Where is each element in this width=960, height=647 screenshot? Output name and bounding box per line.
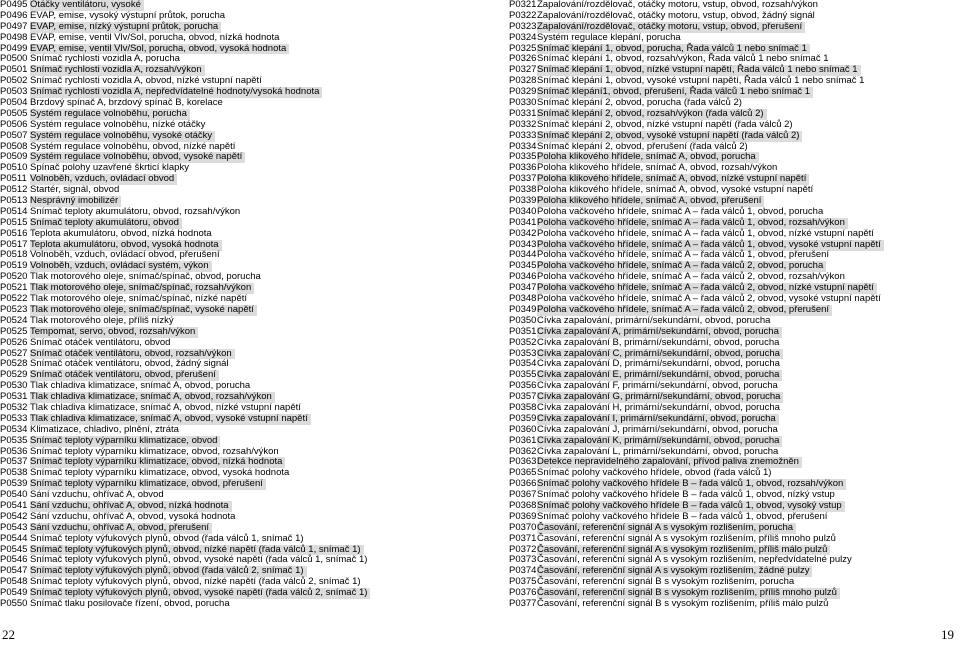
fault-code: P0528 (0, 358, 28, 370)
fault-code: P0531 (0, 391, 28, 403)
fault-description: Snímač teploty akumulátoru, obvod, rozsah/výkon (30, 205, 241, 217)
fault-description: Tlak chladiva klimatizace, snímač A, obvod, rozsah/výkon (30, 392, 275, 403)
fault-description: Cívka zapalování H, primární/sekundární, obvod, porucha (537, 401, 780, 413)
fault-code: P0523 (0, 303, 28, 315)
fault-code: P0332 (509, 118, 537, 130)
fault-description: Poloha vačkového hřídele, snímač A – řada válců 1, obvod, nízké vstupní napětí (537, 227, 874, 239)
fault-code: P0328 (509, 75, 537, 87)
fault-description: Snímač polohy vačkového hřídele, obvod (řada válců 1) (537, 467, 772, 479)
fault-code: P0538 (0, 467, 28, 479)
fault-description: Časování, referenční signál B s vysokým rozlišením, příliš málo pulzů (537, 597, 829, 609)
fault-description: Snímač teploty výparníku klimatizace, obvod, nízká hodnota (30, 457, 285, 468)
fault-code: P0339 (509, 195, 537, 207)
fault-code: P0344 (509, 249, 537, 261)
fault-code: P0349 (509, 303, 537, 315)
fault-code: P0520 (0, 271, 28, 283)
fault-code: P0537 (0, 456, 28, 468)
fault-code: P0507 (0, 129, 28, 141)
fault-description: Volnoběh, vzduch, ovládací obvod (30, 174, 177, 185)
fault-description: Časování, referenční signál A s vysokým rozlišením, porucha (537, 523, 796, 534)
fault-code: P0343 (509, 238, 537, 250)
fault-code: P0522 (0, 293, 28, 305)
code-row (0, 534, 470, 545)
fault-description: Teplota akumulátoru, obvod, nízká hodnota (30, 227, 212, 239)
fault-description: Snímač teploty výparníku klimatizace, obvod (30, 436, 220, 447)
fault-code: P0360 (509, 423, 537, 435)
fault-code: P0376 (509, 587, 537, 599)
code-row (478, 131, 948, 142)
fault-description: Snímač polohy vačkového hřídele B – řada válců 1, obvod, přerušení (537, 510, 828, 522)
fault-description: Poloha vačkového hřídele, snímač A – řada válců 1, obvod, rozsah/výkon (537, 218, 848, 229)
fault-code: P0543 (0, 521, 28, 533)
fault-code: P0377 (509, 597, 537, 609)
fault-code: P0546 (0, 554, 28, 566)
fault-code: P0519 (0, 260, 28, 272)
fault-description: Tlak chladiva klimatizace, snímač A, obvod, nízké vstupní napětí (30, 401, 301, 413)
fault-description: Klimatizace, chladivo, plnění, ztráta (30, 423, 179, 435)
fault-description: Teplota akumulátoru, obvod, vysoká hodnota (30, 240, 222, 251)
fault-code: P0363 (509, 456, 537, 468)
code-row (0, 436, 470, 447)
fault-description: Snímač teploty výparníku klimatizace, obvod, rozsah/výkon (30, 445, 279, 457)
fault-code: P0352 (509, 336, 537, 348)
fault-code: P0361 (509, 434, 537, 446)
fault-code: P0359 (509, 412, 537, 424)
fault-code: P0371 (509, 532, 537, 544)
fault-description: Časování, referenční signál A s vysokým rozlišením, žádné pulzy (537, 566, 812, 577)
fault-code: P0540 (0, 489, 28, 501)
fault-code: P0511 (0, 173, 27, 185)
fault-code: P0367 (509, 489, 537, 501)
fault-code: P0550 (0, 597, 28, 609)
fault-code: P0541 (0, 499, 28, 511)
fault-description: Snímač rychlosti vozidla A, porucha (30, 53, 180, 65)
fault-code: P0517 (0, 238, 28, 250)
fault-code: P0505 (0, 107, 28, 119)
code-row (0, 229, 470, 240)
fault-description: Cívka zapalování C, primární/sekundární, obvod, porucha (537, 349, 783, 360)
fault-description: Cívka zapalování G, primární/sekundární, obvod, porucha (537, 392, 783, 403)
fault-description: Poloha klikového hřídele, snímač A, obvod, nízké vstupní napětí (537, 174, 809, 185)
fault-code: P0346 (509, 271, 537, 283)
fault-description: Snímač klepání 2, obvod, porucha (řada válců 2) (537, 97, 742, 109)
fault-description: Systém regulace volnoběhu, nízké otáčky (30, 118, 206, 130)
fault-description: Snímač teploty výfukových plynů, obvod (řada válců 2, snímač 1) (30, 566, 307, 577)
fault-code: P0502 (0, 75, 28, 87)
fault-description: Snímač teploty výfukových plynů, obvod (řada válců 1, snímač 1) (30, 532, 304, 544)
code-row (0, 425, 470, 436)
fault-description: EVAP, emise, ventil Vlv/Sol, porucha, obvod, vysoká hodnota (30, 44, 289, 55)
fault-code: P0374 (509, 565, 537, 577)
fault-description: Poloha vačkového hřídele, snímač A – řada válců 1, obvod, přerušení (537, 249, 830, 261)
fault-description: Snímač otáček ventilátoru, obvod, žádný signál (30, 358, 229, 370)
fault-description: EVAP, emise, vysoký výstupní průtok, porucha (30, 9, 226, 21)
fault-code: P0341 (509, 216, 537, 228)
fault-code: P0506 (0, 118, 28, 130)
fault-description: Zapalování/rozdělovač, otáčky motoru, vstup, obvod, rozsah/výkon (537, 0, 818, 10)
fault-code: P0548 (0, 576, 28, 588)
fault-description: Sání vzduchu, ohřívač A, obvod (30, 489, 164, 501)
fault-code: P0495 (0, 0, 28, 10)
fault-description: Snímač polohy vačkového hřídele B – řada válců 1, obvod, vysoký vstup (537, 501, 845, 512)
fault-code: P0509 (0, 151, 28, 163)
fault-code: P0366 (509, 478, 537, 490)
fault-description: Cívka zapalování I, primární/sekundární, obvod, porucha (537, 414, 779, 425)
fault-description: Startér, signál, obvod (30, 184, 120, 196)
right-code-list (478, 0, 948, 610)
fault-description: Snímač teploty výparníku klimatizace, obvod, vysoká hodnota (30, 467, 290, 479)
fault-code: P0372 (509, 543, 537, 555)
fault-description: Cívka zapalování A, primární/sekundární, obvod, porucha (537, 327, 782, 338)
fault-code: P0370 (509, 521, 537, 533)
left-page-number: 22 (2, 627, 15, 642)
fault-code: P0368 (509, 499, 537, 511)
fault-description: Snímač rychlosti vozidla A, nepředvídatelné hodnoty/vysoká hodnota (30, 87, 322, 98)
fault-description: Systém regulace volnoběhu, vysoké otáčky (30, 131, 215, 142)
fault-description: Poloha vačkového hřídele, snímač A – řada válců 2, obvod, přerušení (537, 305, 832, 316)
fault-code: P0373 (509, 554, 537, 566)
code-row (478, 327, 948, 338)
fault-code: P0324 (509, 31, 537, 43)
code-row (0, 338, 470, 349)
fault-code: P0533 (0, 412, 28, 424)
left-code-list (0, 0, 470, 610)
fault-code: P0333 (509, 129, 537, 141)
fault-code: P0544 (0, 532, 28, 544)
fault-description: Tlak chladiva klimatizace, snímač A, obvod, vysoké vstupní napětí (30, 414, 311, 425)
fault-description: Cívka zapalování E, primární/sekundární, obvod, porucha (537, 370, 782, 381)
fault-code: P0331 (509, 107, 537, 119)
fault-code: P0353 (509, 347, 537, 359)
fault-description: Tlak motorového oleje, snímač/spínač, vysoké napětí (30, 305, 257, 316)
fault-description: Snímač otáček ventilátoru, obvod, přerušení (30, 370, 219, 381)
fault-code: P0510 (0, 162, 28, 174)
fault-description: Snímač teploty výfukových plynů, obvod, nízké napětí (řada válců 2, snímač 1) (30, 576, 361, 588)
fault-code: P0358 (509, 401, 537, 413)
fault-code: P0369 (509, 510, 537, 522)
fault-description: Snímač klepání 2, obvod, přerušení (řada válců 2) (537, 140, 748, 152)
fault-description: Poloha klikového hřídele, snímač A, obvod, přerušení (537, 196, 764, 207)
fault-description: Snímač klepání 2, obvod, nízké vstupní napětí (řada válců 2) (537, 118, 793, 130)
fault-code: P0365 (509, 467, 537, 479)
fault-code: P0518 (0, 249, 28, 261)
fault-description: Systém regulace volnoběhu, porucha (30, 109, 190, 120)
fault-description: Snímač polohy vačkového hřídele B – řada válců 1, obvod, nízký vstup (537, 489, 835, 501)
fault-description: Časování, referenční signál A s vysokým rozlišením, příliš málo pulzů (537, 545, 830, 556)
code-row (478, 33, 948, 44)
fault-code: P0321 (509, 0, 537, 10)
fault-code: P0342 (509, 227, 537, 239)
fault-description: Poloha vačkového hřídele, snímač A – řada válců 2, obvod, rozsah/výkon (537, 271, 845, 283)
fault-description: Snímač klepání 1, obvod, vysoké vstupní napětí, Řada válců 1 nebo snímač 1 (537, 75, 865, 87)
fault-description: Poloha klikového hřídele, snímač A, obvod, vysoké vstupní napětí (537, 184, 814, 196)
fault-code: P0545 (0, 543, 28, 555)
fault-description: Poloha vačkového hřídele, snímač A – řada válců 2, obvod, nízké vstupní napětí (537, 283, 877, 294)
fault-code: P0345 (509, 260, 537, 272)
fault-code: P0515 (0, 216, 28, 228)
fault-description: Časování, referenční signál A s vysokým rozlišením, příliš mnoho pulzů (537, 532, 836, 544)
fault-code: P0356 (509, 380, 537, 392)
fault-code: P0530 (0, 380, 28, 392)
fault-code: P0354 (509, 358, 537, 370)
fault-description: Sání vzduchu, ohřívač A, obvod, vysoká hodnota (30, 510, 236, 522)
code-row (0, 327, 470, 338)
fault-code: P0351 (509, 325, 537, 337)
fault-description: Snímač klepání1, obvod, přerušení, Řada válců 1 nebo snímač 1 (537, 87, 813, 98)
code-row (0, 131, 470, 142)
code-row (0, 33, 470, 44)
fault-code: P0336 (509, 162, 537, 174)
fault-code: P0330 (509, 97, 537, 109)
fault-description: Poloha vačkového hřídele, snímač A – řada válců 2, obvod, vysoké vstupní napětí (537, 293, 881, 305)
fault-code: P0347 (509, 282, 537, 294)
fault-description: Snímač teploty výfukových plynů, obvod, vysoké napětí (řada válců 2, snímač 1) (30, 588, 370, 599)
fault-description: Cívka zapalování L, primární/sekundární, obvod, porucha (537, 445, 779, 457)
fault-description: Snímač teploty akumulátoru, obvod (30, 218, 182, 229)
fault-description: Snímač teploty výfukových plynů, obvod, nízké napětí (řada válců 1, snímač 1) (30, 545, 364, 556)
fault-description: Otáčky ventilátoru, vysoké (30, 0, 144, 11)
fault-description: Tlak motorového oleje, snímač/spínač, nízké napětí (30, 293, 248, 305)
fault-description: Tlak motorového oleje, příliš nízký (30, 314, 174, 326)
fault-code: P0326 (509, 53, 537, 65)
fault-description: Snímač teploty výparníku klimatizace, obvod, přerušení (30, 479, 266, 490)
code-row (0, 523, 470, 534)
fault-description: Cívka zapalování D, primární/sekundární, obvod, porucha (537, 358, 780, 370)
code-row (478, 229, 948, 240)
fault-description: Snímač otáček ventilátoru, obvod, rozsah/výkon (30, 349, 235, 360)
fault-description: Sání vzduchu, ohřívač A, obvod, nízká hodnota (30, 501, 232, 512)
fault-code: P0323 (509, 20, 537, 32)
fault-code: P0532 (0, 401, 28, 413)
fault-code: P0340 (509, 205, 537, 217)
fault-description: Systém regulace klepání, porucha (537, 31, 681, 43)
fault-code: P0529 (0, 369, 28, 381)
fault-description: Snímač klepání 1, obvod, rozsah/výkon, Řada válců 1 nebo snímač 1 (537, 53, 829, 65)
fault-description: Cívka zapalování J, primární/sekundární, obvod, porucha (537, 423, 778, 435)
fault-code: P0535 (0, 434, 28, 446)
fault-code: P0337 (509, 173, 537, 185)
fault-code: P0350 (509, 314, 537, 326)
fault-description: Sání vzduchu, ohřívač A, obvod, přerušení (30, 523, 212, 534)
fault-code: P0516 (0, 227, 28, 239)
fault-description: Snímač tlaku posilovače řízení, obvod, porucha (30, 597, 230, 609)
fault-code: P0362 (509, 445, 537, 457)
fault-description: Systém regulace volnoběhu, obvod, nízké napětí (30, 140, 236, 152)
code-row (478, 599, 948, 610)
fault-code: P0512 (0, 184, 28, 196)
fault-description: Poloha vačkového hřídele, snímač A – řada válců 1, obvod, vysoké vstupní napětí (537, 240, 884, 251)
fault-description: Zapalování/rozdělovač, otáčky motoru, vstup, obvod, žádný signál (537, 9, 815, 21)
fault-code: P0504 (0, 97, 28, 109)
fault-code: P0329 (509, 86, 537, 98)
fault-code: P0498 (0, 31, 28, 43)
fault-description: Systém regulace volnoběhu, obvod, vysoké napětí (30, 152, 245, 163)
fault-description: Poloha klikového hřídele, snímač A, obvod, porucha (537, 152, 759, 163)
fault-code: P0508 (0, 140, 28, 152)
fault-code: P0549 (0, 587, 28, 599)
fault-description: Snímač klepání 2, obvod, vysoké vstupní napětí (řada válců 2) (537, 131, 802, 142)
fault-description: Tlak chladiva klimatizace, snímač A, obvod, porucha (30, 380, 251, 392)
fault-description: Snímač klepání 1, obvod, nízké vstupní napětí, Řada válců 1 nebo snímač 1 (537, 65, 861, 76)
fault-description: EVAP, emise, ventil Vlv/Sol, porucha, obvod, nízká hodnota (30, 31, 280, 43)
fault-description: Snímač teploty výfukových plynů, obvod, vysoké napětí (řada válců 1, snímač 1) (30, 554, 368, 566)
fault-description: Volnoběh, vzduch, ovládací systém, výkon (30, 261, 212, 272)
fault-description: Volnoběh, vzduch, ovládací obvod, přerušení (30, 249, 220, 261)
fault-code: P0355 (509, 369, 537, 381)
fault-description: Poloha klikového hřídele, snímač A, obvod, rozsah/výkon (537, 162, 778, 174)
fault-code: P0500 (0, 53, 28, 65)
fault-description: Snímač polohy vačkového hřídele B – řada válců 1, obvod, rozsah/výkon (537, 479, 846, 490)
fault-description: Cívka zapalování, primární/sekundární, obvod, porucha (537, 314, 771, 326)
fault-code: P0524 (0, 314, 28, 326)
fault-description: Snímač klepání 1, obvod, porucha, Řada válců 1 nebo snímač 1 (537, 44, 810, 55)
fault-description: Nesprávný imobilizér (30, 196, 121, 207)
fault-description: Snímač rychlosti vozidla A, obvod, nízké vstupní napětí (30, 75, 262, 87)
fault-description: Časování, referenční signál B s vysokým rozlišením, porucha (537, 576, 795, 588)
fault-code: P0496 (0, 9, 28, 21)
fault-description: Časování, referenční signál B s vysokým rozlišením, příliš mnoho pulzů (537, 588, 840, 599)
fault-code: P0499 (0, 42, 28, 54)
fault-code: P0335 (509, 151, 537, 163)
fault-description: Cívka zapalování F, primární/sekundární, obvod, porucha (537, 380, 778, 392)
fault-description: Cívka zapalování K, primární/sekundární, obvod, porucha (537, 436, 782, 447)
fault-description: Spínač polohy uzavřené škrticí klapky (30, 162, 189, 174)
fault-code: P0497 (0, 20, 28, 32)
fault-description: Zapalování/rozdělovač, otáčky motoru, vstup, obvod, přerušení (537, 22, 805, 33)
fault-description: Brzdový spínač A, brzdový spínač B, korelace (30, 97, 223, 109)
fault-code: P0526 (0, 336, 28, 348)
fault-code: P0375 (509, 576, 537, 588)
code-row (478, 436, 948, 447)
fault-code: P0357 (509, 391, 537, 403)
fault-description: Snímač klepání 2, obvod, rozsah/výkon (řada válců 2) (537, 109, 767, 120)
fault-code: P0514 (0, 205, 28, 217)
fault-description: Tempomat, servo, obvod, rozsah/výkon (30, 327, 198, 338)
fault-code: P0501 (0, 64, 28, 76)
code-row (478, 338, 948, 349)
fault-code: P0525 (0, 325, 28, 337)
fault-code: P0536 (0, 445, 28, 457)
fault-code: P0539 (0, 478, 28, 490)
fault-description: EVAP, emise, nízký výstupní průtok, porucha (30, 22, 221, 33)
code-row (478, 534, 948, 545)
fault-description: Snímač rychlosti vozidla A, rozsah/výkon (30, 65, 205, 76)
fault-description: Tlak motorového oleje, snímač/spínač, obvod, porucha (30, 271, 261, 283)
fault-code: P0338 (509, 184, 537, 196)
fault-description: Cívka zapalování B, primární/sekundární, obvod, porucha (537, 336, 780, 348)
fault-code: P0527 (0, 347, 28, 359)
fault-code: P0325 (509, 42, 537, 54)
fault-code: P0334 (509, 140, 537, 152)
fault-code: P0513 (0, 195, 28, 207)
fault-code: P0348 (509, 293, 537, 305)
fault-code: P0521 (0, 282, 28, 294)
fault-code: P0322 (509, 9, 537, 21)
fault-code: P0547 (0, 565, 28, 577)
fault-description: Tlak motorového oleje, snímač/spínač, rozsah/výkon (30, 283, 254, 294)
right-page-number: 19 (941, 627, 954, 642)
code-row (0, 599, 470, 610)
fault-code: P0503 (0, 86, 28, 98)
fault-description: Časování, referenční signál A s vysokým rozlišením, nepředvídatelné pulzy (537, 554, 852, 566)
fault-description: Poloha vačkového hřídele, snímač A – řada válců 1, obvod, porucha (537, 205, 824, 217)
code-row (478, 425, 948, 436)
fault-description: Poloha vačkového hřídele, snímač A – řada válců 2, obvod, porucha (537, 261, 826, 272)
fault-code: P0534 (0, 423, 28, 435)
fault-description: Detekce nepravidelného zapalování, přívod paliva znemožněn (537, 457, 802, 468)
fault-code: P0327 (509, 64, 537, 76)
fault-description: Snímač otáček ventilátoru, obvod (30, 336, 171, 348)
code-row (478, 523, 948, 534)
fault-code: P0542 (0, 510, 28, 522)
